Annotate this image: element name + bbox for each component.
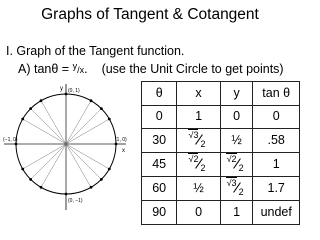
cell-y <box>220 177 253 201</box>
cell-tan: 1 <box>253 153 300 177</box>
equals-sign: = <box>58 62 73 76</box>
cell-theta: 30 <box>142 129 177 153</box>
point-neg1-0: (−1, 0) <box>3 137 18 143</box>
fraction-denominator: 2 <box>200 139 206 150</box>
cell-theta: 90 <box>142 201 177 225</box>
fraction <box>226 153 248 173</box>
angle-spoke <box>66 144 91 187</box>
cell-tan: undef <box>253 201 300 225</box>
angle-spoke <box>66 119 109 144</box>
angle-spoke <box>31 109 66 144</box>
angle-spoke <box>66 101 91 144</box>
cell-y <box>220 153 253 177</box>
angle-point <box>15 143 18 146</box>
angle-point <box>90 99 93 102</box>
angle-point <box>65 193 68 196</box>
point-1-0: (1, 0) <box>115 137 127 143</box>
angle-point <box>108 168 111 171</box>
section-heading: I. Graph of the Tangent function. <box>6 44 185 58</box>
fraction-denominator: 2 <box>238 187 244 198</box>
cell-tan: .58 <box>253 129 300 153</box>
angle-spoke <box>41 144 66 187</box>
angle-point <box>100 178 103 181</box>
y-axis-label: y <box>60 86 63 92</box>
fraction-numerator: y <box>72 61 78 71</box>
table-row <box>142 105 300 129</box>
page-title: Graphs of Tangent & Cotangent <box>41 6 259 23</box>
angle-point <box>90 186 93 189</box>
angle-point <box>29 107 32 110</box>
angle-point <box>115 143 118 146</box>
point-0-1: (0, 1) <box>68 88 80 94</box>
cell-theta: 60 <box>142 177 177 201</box>
cell-theta: 45 <box>142 153 177 177</box>
angle-point <box>40 99 43 102</box>
fraction <box>188 129 210 149</box>
angle-spoke <box>66 144 101 179</box>
header-x: x <box>177 82 220 106</box>
theta-symbol: θ <box>51 62 59 76</box>
angle-point <box>108 118 111 121</box>
cell-x: ½ <box>177 177 220 201</box>
angle-spoke <box>66 144 109 169</box>
fraction-numerator: √2 <box>188 154 199 165</box>
cell-x <box>177 153 220 177</box>
cell-theta: 0 <box>142 105 177 129</box>
unit-circle-hint: (use the Unit Circle to get points) <box>101 62 284 76</box>
fraction-denominator: 2 <box>238 163 244 174</box>
section-subheading: A) tanθ = y/x. (use the Unit Circle to get points) <box>18 61 284 76</box>
angle-spoke <box>31 144 66 179</box>
fraction-denominator: x <box>79 65 85 75</box>
table-header-row <box>142 82 300 106</box>
angle-spoke <box>41 101 66 144</box>
fraction-numerator: √2 <box>226 154 237 165</box>
table-row <box>142 177 300 201</box>
tan-prefix: A) tan <box>18 62 52 76</box>
fraction-denominator: 2 <box>200 163 206 174</box>
cell-x <box>177 129 220 153</box>
angle-point <box>100 107 103 110</box>
angle-spoke <box>23 119 66 144</box>
angle-spoke <box>66 109 101 144</box>
angle-point <box>21 168 24 171</box>
cell-tan: 0 <box>253 105 300 129</box>
angle-point <box>40 186 43 189</box>
fraction-numerator: √3 <box>226 178 237 189</box>
angle-spoke <box>23 144 66 169</box>
cell-x: 0 <box>177 201 220 225</box>
table-row <box>142 201 300 225</box>
cell-tan: 1.7 <box>253 177 300 201</box>
fraction-numerator: √3 <box>188 130 199 141</box>
table-row <box>142 129 300 153</box>
cell-y: 0 <box>220 105 253 129</box>
angle-point <box>65 93 68 96</box>
table-row <box>142 153 300 177</box>
header-theta: θ <box>142 82 177 106</box>
cell-y: ½ <box>220 129 253 153</box>
x-axis-label: x <box>122 148 125 154</box>
point-0-neg1: (0, −1) <box>68 198 83 204</box>
header-tan: tan θ <box>253 82 300 106</box>
unit-circle-diagram <box>2 80 130 215</box>
angle-point <box>29 178 32 181</box>
cell-x: 1 <box>177 105 220 129</box>
y-over-x-fraction: y/x <box>72 61 85 75</box>
fraction <box>226 177 248 197</box>
fraction <box>188 153 210 173</box>
angle-point <box>21 118 24 121</box>
header-y: y <box>220 82 253 106</box>
cell-y: 1 <box>220 201 253 225</box>
tangent-values-table <box>141 81 300 225</box>
